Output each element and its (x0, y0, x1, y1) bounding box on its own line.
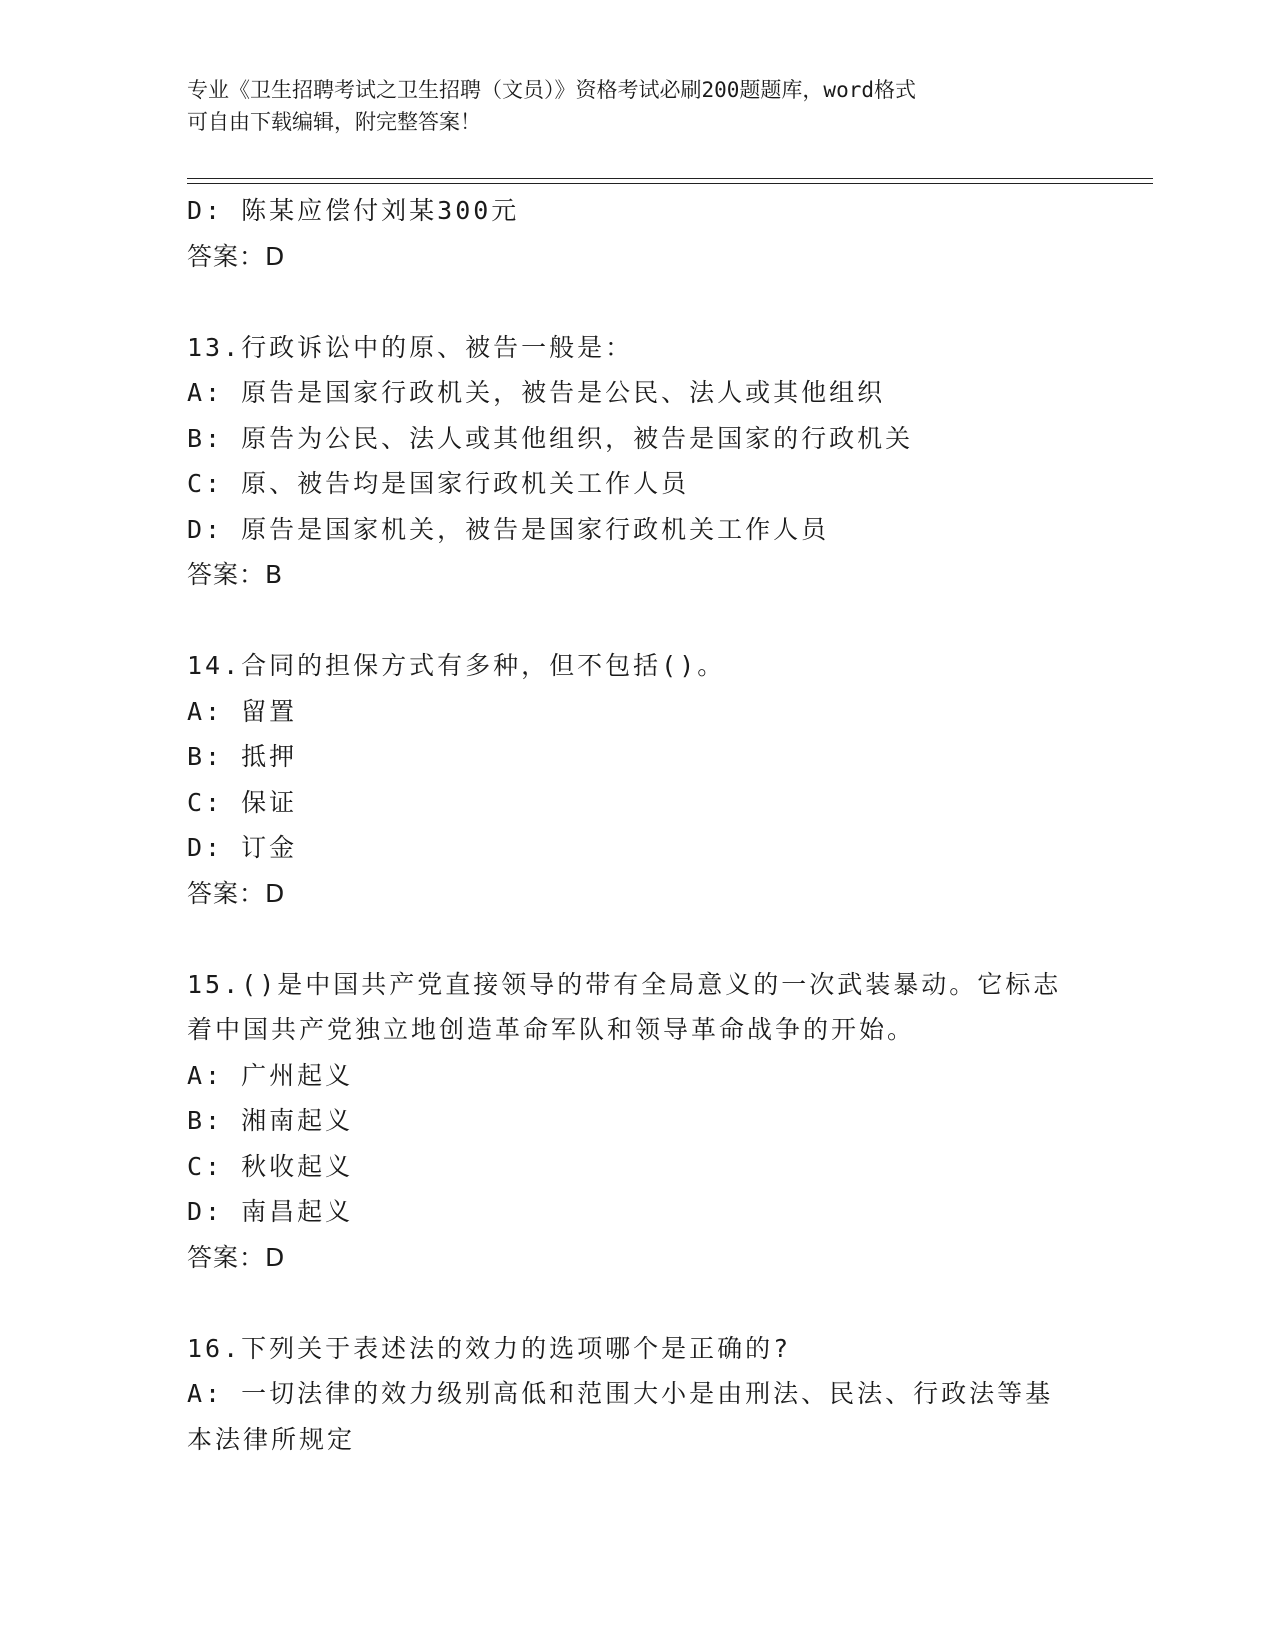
question-stem-line-1: 15.()是中国共产党直接领导的带有全局意义的一次武装暴动。它标志 (187, 969, 1062, 999)
option-a: A: 原告是国家行政机关，被告是公民、法人或其他组织 (187, 378, 886, 407)
page-header (187, 74, 1067, 138)
question-12-tail (187, 188, 1087, 279)
option-a: A: 留置 (187, 696, 298, 726)
header-line-1: 专业《卫生招聘考试之卫生招聘（文员）》资格考试必刷200题题库，word格式 (187, 78, 916, 102)
option-b: B: 湘南起义 (187, 1106, 354, 1135)
question-stem: 16.下列关于表述法的效力的选项哪个是正确的? (187, 1333, 792, 1363)
answer-line: 答案：B (187, 560, 284, 589)
answer-line: 答案：D (187, 878, 286, 908)
question-14 (187, 643, 1087, 916)
option-d: D: 订金 (187, 833, 298, 862)
spacer (187, 1280, 1087, 1326)
option-d: D: 原告是国家机关，被告是国家行政机关工作人员 (187, 514, 830, 544)
answer-line: 答案：D (187, 241, 286, 271)
question-stem: 14.合同的担保方式有多种，但不包括()。 (187, 651, 726, 680)
header-line-2: 可自由下载编辑，附完整答案！ (187, 110, 481, 134)
option-d: D: 南昌起义 (187, 1197, 354, 1226)
question-13 (187, 325, 1087, 598)
option-b: B: 抵押 (187, 742, 298, 771)
option-c: C: 秋收起义 (187, 1151, 354, 1181)
option-a-line-2: 本法律所规定 (187, 1424, 356, 1454)
spacer (187, 279, 1087, 325)
option-c: C: 原、被告均是国家行政机关工作人员 (187, 469, 690, 498)
option-a-line-1: A: 一切法律的效力级别高低和范围大小是由刑法、民法、行政法等基 (187, 1379, 1054, 1408)
header-divider-top (187, 178, 1153, 179)
question-16 (187, 1326, 1087, 1463)
option-c: C: 保证 (187, 787, 298, 817)
option-b: B: 原告为公民、法人或其他组织，被告是国家的行政机关 (187, 423, 914, 453)
option-a: A: 广州起义 (187, 1060, 354, 1090)
question-15 (187, 962, 1087, 1281)
answer-line: 答案：D (187, 1242, 286, 1272)
question-stem-line-2: 着中国共产党独立地创造革命军队和领导革命战争的开始。 (187, 1015, 916, 1044)
question-list (187, 188, 1087, 1462)
spacer (187, 598, 1087, 644)
option-d: D: 陈某应偿付刘某300元 (187, 196, 520, 225)
spacer (187, 916, 1087, 962)
question-stem: 13.行政诉讼中的原、被告一般是： (187, 332, 634, 362)
header-divider-bottom (187, 183, 1153, 184)
